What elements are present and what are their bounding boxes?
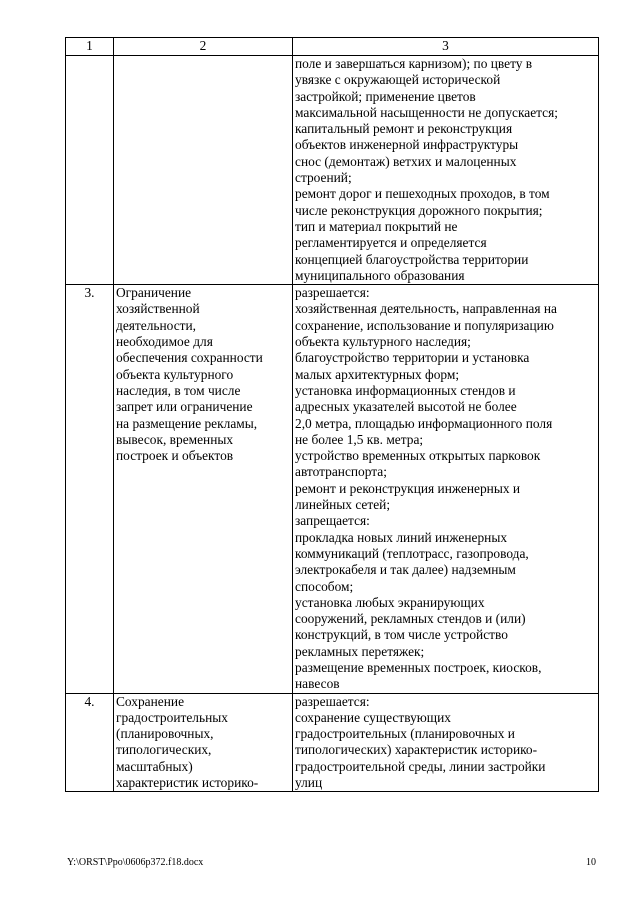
description-line: 2,0 метра, площадью информационного поля bbox=[295, 415, 553, 431]
footer-page-number: 10 bbox=[586, 857, 596, 868]
restriction-line: построек и объектов bbox=[116, 448, 234, 464]
description-line: разрешается: bbox=[295, 285, 370, 301]
description-line: устройство временных открытых парковок bbox=[295, 448, 541, 464]
restriction-line: Ограничение bbox=[116, 285, 192, 301]
restriction-line: вывесок, временных bbox=[116, 431, 234, 447]
description-line: тип и материал покрытий не bbox=[295, 218, 458, 234]
column-number-1: 1 bbox=[66, 38, 114, 56]
description-line: малых архитектурных форм; bbox=[295, 366, 460, 382]
description-cell bbox=[293, 285, 599, 693]
restriction-cell bbox=[114, 693, 293, 792]
restriction-line: (планировочных, bbox=[116, 726, 214, 742]
description-line: адресных указателей высотой не более bbox=[295, 399, 517, 415]
restriction-line: обеспечения сохранности bbox=[116, 350, 263, 366]
restriction-line: градостроительных bbox=[116, 709, 228, 725]
description-line: конструкций, в том числе устройство bbox=[295, 627, 508, 643]
table-row bbox=[66, 285, 599, 693]
restriction-line: характеристик историко- bbox=[116, 775, 259, 791]
restriction-line: типологических, bbox=[116, 742, 212, 758]
column-number-2: 2 bbox=[114, 38, 293, 56]
description-line: линейных сетей; bbox=[295, 497, 391, 513]
description-line: установка информационных стендов и bbox=[295, 382, 516, 398]
description-line: объектов инженерной инфраструктуры bbox=[295, 137, 519, 153]
description-line: запрещается: bbox=[295, 513, 370, 529]
restriction-cell bbox=[114, 285, 293, 693]
document-table bbox=[65, 37, 599, 792]
restriction-line: объекта культурного bbox=[116, 366, 234, 382]
column-number-3: 3 bbox=[293, 38, 599, 56]
description-line: сооружений, рекламных стендов и (или) bbox=[295, 611, 526, 627]
description-line: снос (демонтаж) ветхих и малоценных bbox=[295, 153, 517, 169]
description-line: капитальный ремонт и реконструкция bbox=[295, 121, 513, 137]
description-line: улиц bbox=[295, 775, 323, 791]
restriction-line: на размещение рекламы, bbox=[116, 415, 258, 431]
description-line: градостроительных (планировочных и bbox=[295, 726, 515, 742]
restriction-line: масштабных) bbox=[116, 758, 193, 774]
restriction-line: наследия, в том числе bbox=[116, 382, 241, 398]
restriction-line: Сохранение bbox=[116, 693, 185, 709]
description-line: автотранспорта; bbox=[295, 464, 387, 480]
restriction-line: деятельности, bbox=[116, 317, 197, 333]
row-number: 4. bbox=[66, 693, 114, 792]
description-line: строений; bbox=[295, 170, 352, 186]
description-line: навесов bbox=[295, 676, 340, 692]
description-line: поле и завершаться карнизом); по цвету в bbox=[295, 56, 533, 71]
restriction-line: запрет или ограничение bbox=[116, 399, 253, 415]
row-number: 3. bbox=[66, 285, 114, 693]
description-line: ремонт дорог и пешеходных проходов, в том bbox=[295, 186, 550, 202]
description-line: размещение временных построек, киосков, bbox=[295, 659, 542, 675]
description-line: установка любых экранирующих bbox=[295, 594, 485, 610]
description-line: концепцией благоустройства территории bbox=[295, 251, 529, 267]
description-line: регламентируется и определяется bbox=[295, 235, 487, 251]
description-line: сохранение существующих bbox=[295, 709, 451, 725]
description-line: типологических) характеристик историко- bbox=[295, 742, 538, 758]
description-line: электрокабеля и так далее) надземным bbox=[295, 562, 516, 578]
description-line: сохранение, использование и популяризацию bbox=[295, 317, 554, 333]
description-cell bbox=[293, 56, 599, 285]
restriction-line: хозяйственной bbox=[116, 301, 200, 317]
table-row bbox=[66, 56, 599, 285]
restriction-cell bbox=[114, 56, 293, 285]
footer-file-path: Y:\ORST\Ppo\0606p372.f18.docx bbox=[67, 857, 204, 868]
description-line: благоустройство территории и установка bbox=[295, 350, 530, 366]
description-line: не более 1,5 кв. метра; bbox=[295, 431, 424, 447]
description-line: застройкой; применение цветов bbox=[295, 88, 476, 104]
description-line: ремонт и реконструкция инженерных и bbox=[295, 480, 521, 496]
description-line: увязке с окружающей исторической bbox=[295, 72, 501, 88]
description-cell bbox=[293, 693, 599, 792]
description-line: хозяйственная деятельность, направленная на bbox=[295, 301, 557, 317]
row-number bbox=[66, 56, 114, 285]
description-line: способом; bbox=[295, 578, 354, 594]
description-line: коммуникаций (теплотрасс, газопровода, bbox=[295, 545, 529, 561]
description-line: градостроительной среды, линии застройки bbox=[295, 758, 546, 774]
table-row bbox=[66, 693, 599, 792]
description-line: числе реконструкция дорожного покрытия; bbox=[295, 202, 543, 218]
description-line: рекламных перетяжек; bbox=[295, 643, 425, 659]
description-line: разрешается: bbox=[295, 693, 370, 709]
restriction-line: необходимое для bbox=[116, 334, 213, 350]
description-line: объекта культурного наследия; bbox=[295, 334, 471, 350]
table-header-row bbox=[66, 38, 599, 56]
description-line: прокладка новых линий инженерных bbox=[295, 529, 508, 545]
description-line: муниципального образования bbox=[295, 267, 465, 283]
description-line: максимальной насыщенности не допускается; bbox=[295, 104, 558, 120]
